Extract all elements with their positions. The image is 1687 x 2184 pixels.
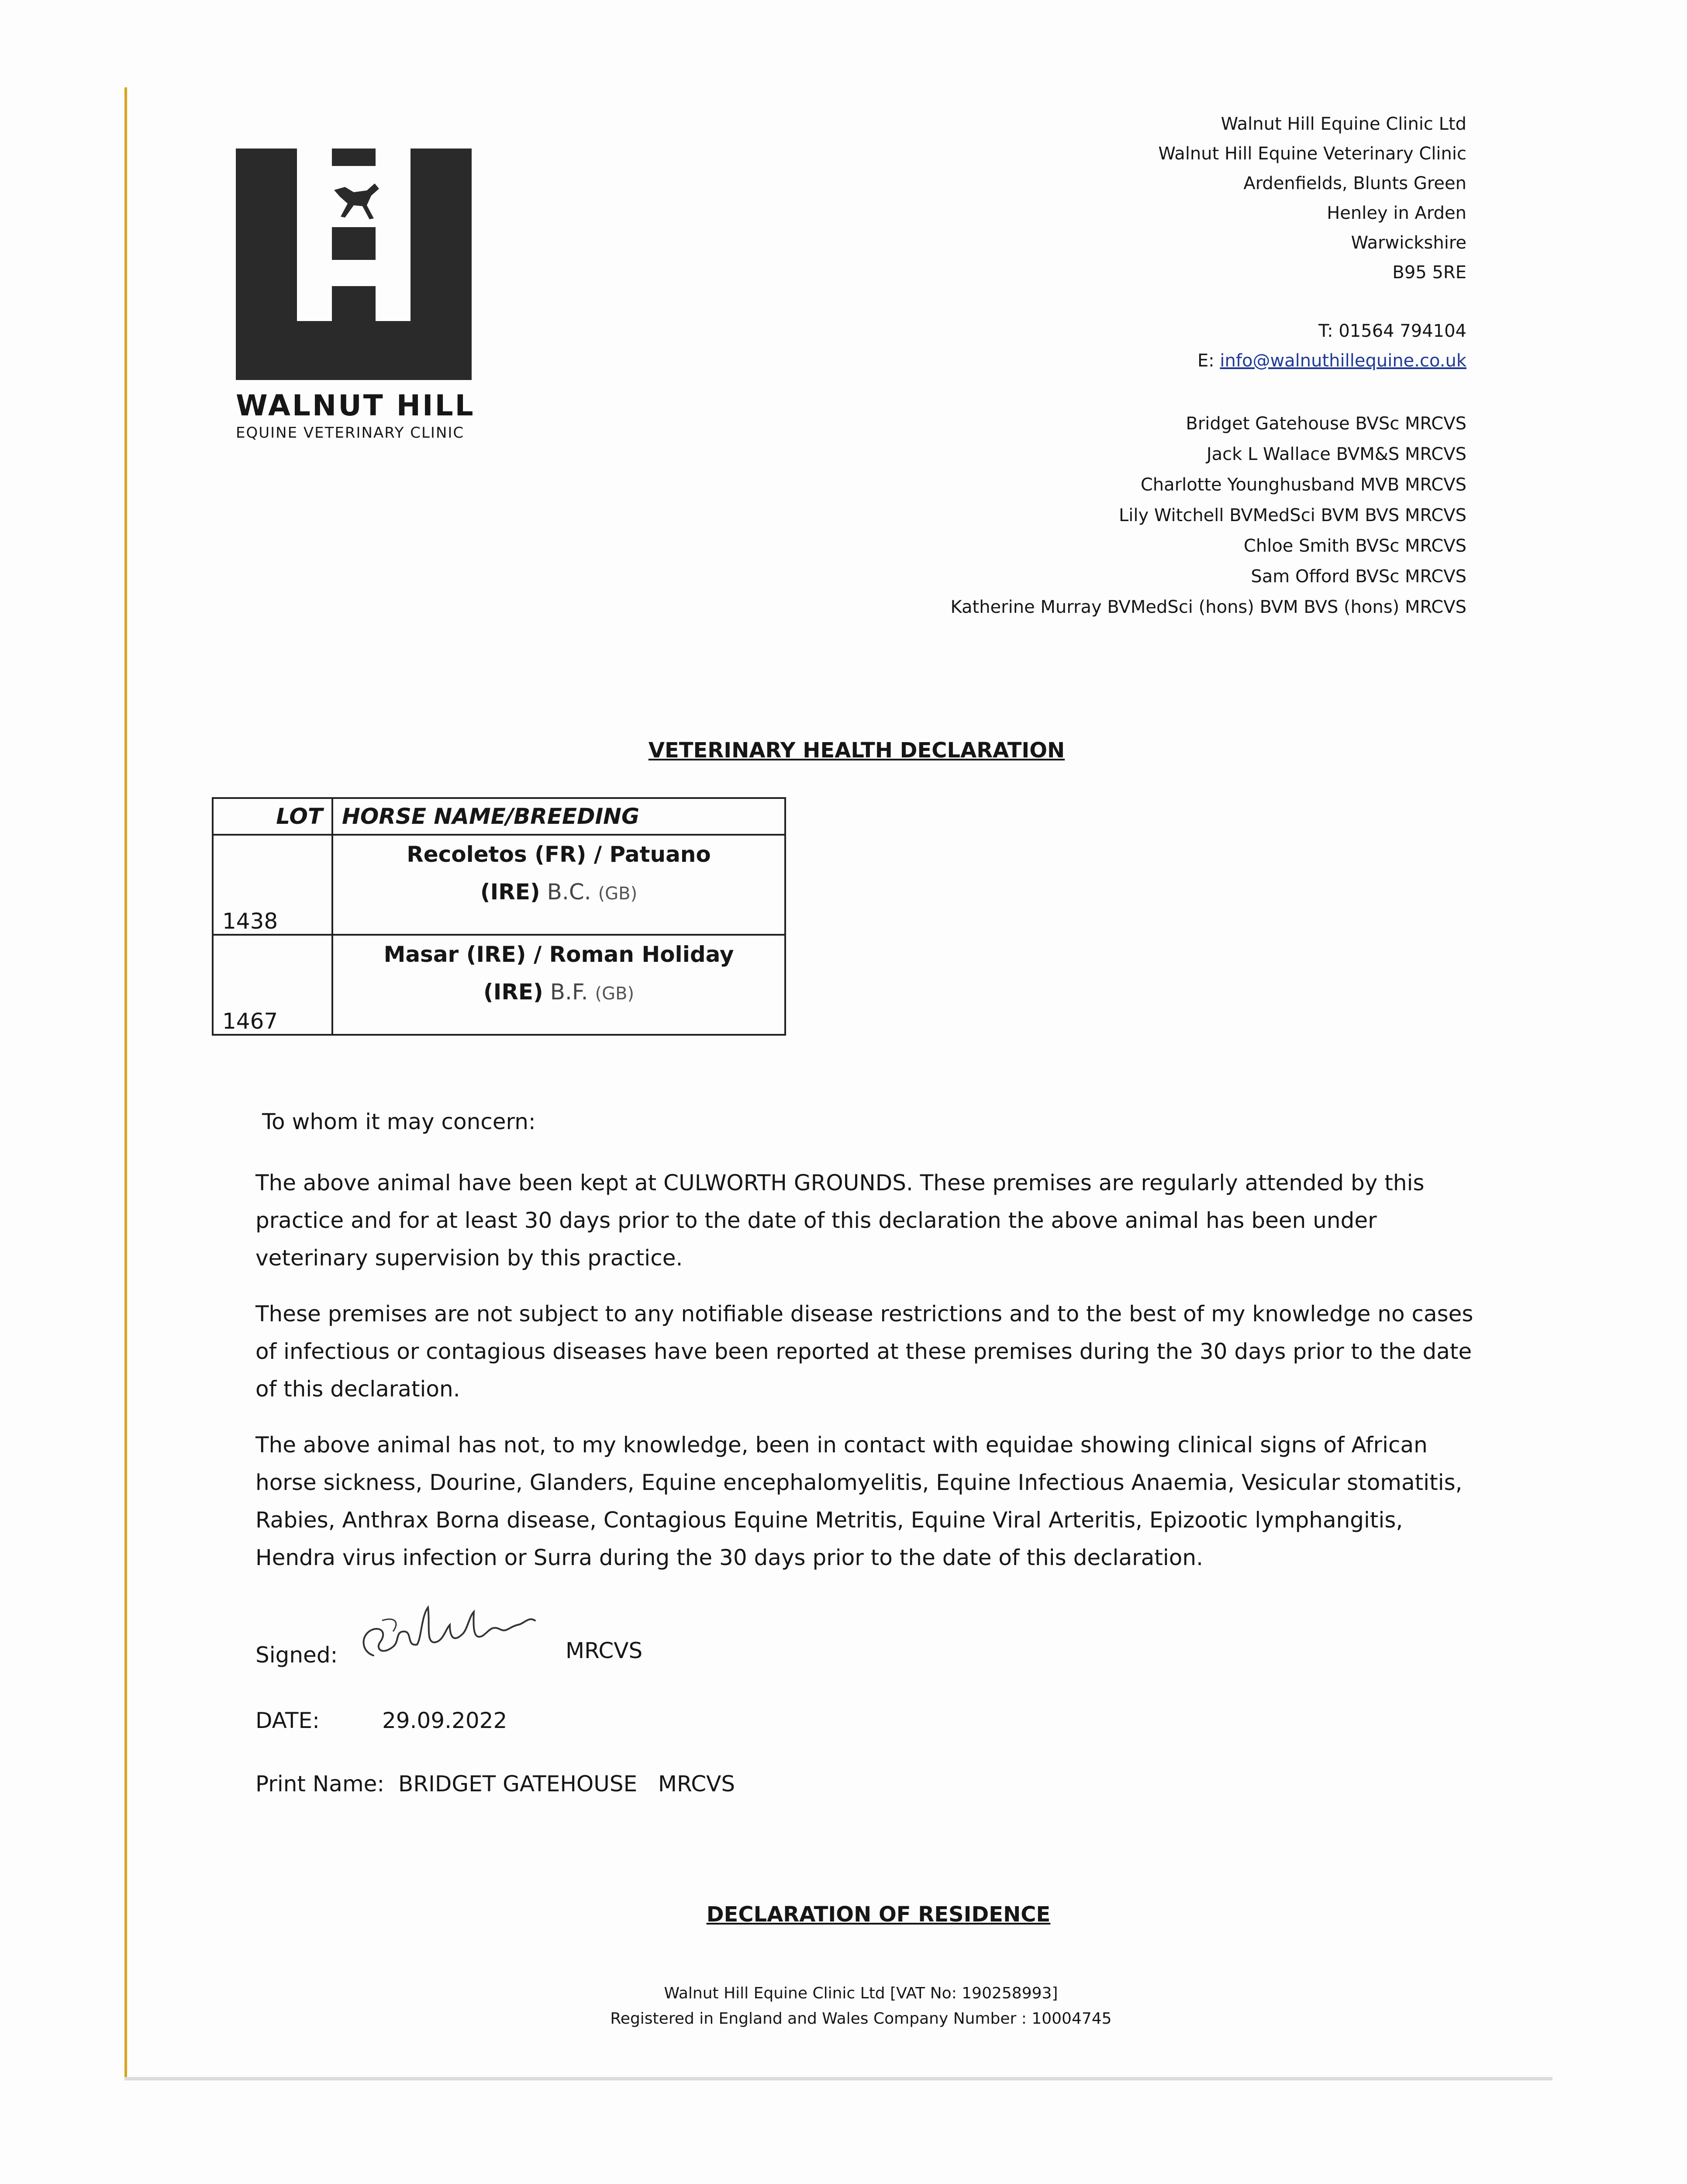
print-name: Print Name: BRIDGET GATEHOUSE MRCVS [255, 1771, 735, 1797]
horse-line1: Recoletos (FR) / Patuano [407, 842, 711, 867]
lot-number: 1438 [213, 835, 332, 935]
footer-registration: Registered in England and Wales Company Number : 10004745 [610, 2010, 1112, 2028]
signed-label: Signed: [255, 1642, 338, 1668]
page-bottom-shadow [124, 2077, 1552, 2080]
logo-mark [236, 149, 472, 380]
vet-name: Chloe Smith BVSc MRCVS [1243, 536, 1466, 556]
horse-ire: (IRE) [483, 979, 543, 1005]
horse-table [212, 797, 786, 1036]
paragraph-restrictions: These premises are not subject to any notifiable disease restrictions and to the best of my knowledge no cases of infectious or contagious diseases have been reported at these premises during the 30 days prior to the date of this declaration. [255, 1301, 1473, 1402]
page-edge [124, 87, 127, 2079]
paragraph-premises: The above animal have been kept at CULWORTH GROUNDS. These premises are regularly attended by this practice and for at least 30 days prior to the date of this declaration the above animal has been under veterinary supervision by this practice. [255, 1170, 1425, 1271]
address-line: Henley in Arden [1327, 203, 1466, 223]
horse-gb: (GB) [598, 884, 638, 904]
horse-sex: B.F. [550, 979, 588, 1005]
vet-name: Katherine Murray BVMedSci (hons) BVM BVS (hons) MRCVS [950, 597, 1466, 617]
table-row [213, 835, 785, 935]
paragraph-diseases: The above animal has not, to my knowledge, been in contact with equidae showing clinical signs of African horse sickness, Dourine, Glanders, Equine encephalomyelitis, Equine Infectious Anaemia, Vesicular stomatitis, Rabies, Anthrax Borna disease, Contagious Equine Metritis, Equine Viral Arteritis, Epizootic lymphangitis, Hendra virus infection or Surra during the 30 days prior to the date of this declaration. [255, 1432, 1463, 1570]
logo-name: WALNUT HILL [236, 389, 475, 422]
handwritten-signature [356, 1590, 557, 1677]
horse-breeding [332, 835, 785, 935]
horse-gb: (GB) [595, 984, 635, 1004]
declaration-title: VETERINARY HEALTH DECLARATION [648, 738, 1065, 763]
signed-suffix: MRCVS [566, 1638, 643, 1663]
address-line: Walnut Hill Equine Veterinary Clinic [1158, 144, 1466, 164]
vet-name: Jack L Wallace BVM&S MRCVS [1206, 444, 1466, 464]
clinic-logo [236, 149, 475, 442]
horse-line1: Masar (IRE) / Roman Holiday [383, 942, 734, 967]
footer [0, 1981, 1687, 2032]
address-line: Warwickshire [1351, 233, 1466, 253]
lot-number: 1467 [213, 935, 332, 1035]
address-line: Walnut Hill Equine Clinic Ltd [1221, 114, 1466, 134]
header-horse-name: HORSE NAME/BREEDING [332, 798, 785, 835]
address-line: Ardenfields, Blunts Green [1243, 173, 1466, 194]
email-link[interactable]: info@walnuthillequine.co.uk [1220, 351, 1466, 371]
greeting: To whom it may concern: [262, 1109, 536, 1134]
table-row [213, 935, 785, 1035]
horse-sex: B.C. [547, 879, 591, 905]
vet-name: Sam Offord BVSc MRCVS [1251, 567, 1466, 587]
horse-logo-icon [236, 149, 472, 380]
table-header-row [213, 798, 785, 835]
horse-breeding [332, 935, 785, 1035]
email-label: E: [1197, 351, 1220, 371]
email-line [1158, 346, 1466, 376]
footer-vat: Walnut Hill Equine Clinic Ltd [VAT No: 190258993] [664, 1984, 1058, 2002]
address-line: B95 5RE [1392, 263, 1466, 283]
vet-name: Bridget Gatehouse BVSc MRCVS [1186, 414, 1466, 434]
vet-name: Charlotte Younghusband MVB MRCVS [1140, 475, 1466, 495]
declaration-date: 29.09.2022 [382, 1708, 507, 1733]
date-label: DATE: [255, 1708, 320, 1733]
logo-subtitle: EQUINE VETERINARY CLINIC [236, 424, 465, 442]
residence-title: DECLARATION OF RESIDENCE [706, 1902, 1051, 1927]
vet-name: Lily Witchell BVMedSci BVM BVS MRCVS [1118, 505, 1466, 525]
vet-list [950, 408, 1466, 622]
phone-number: T: 01564 794104 [1318, 321, 1466, 341]
header-lot: LOT [213, 798, 332, 835]
horse-ire: (IRE) [480, 879, 540, 905]
clinic-address [1158, 109, 1466, 376]
